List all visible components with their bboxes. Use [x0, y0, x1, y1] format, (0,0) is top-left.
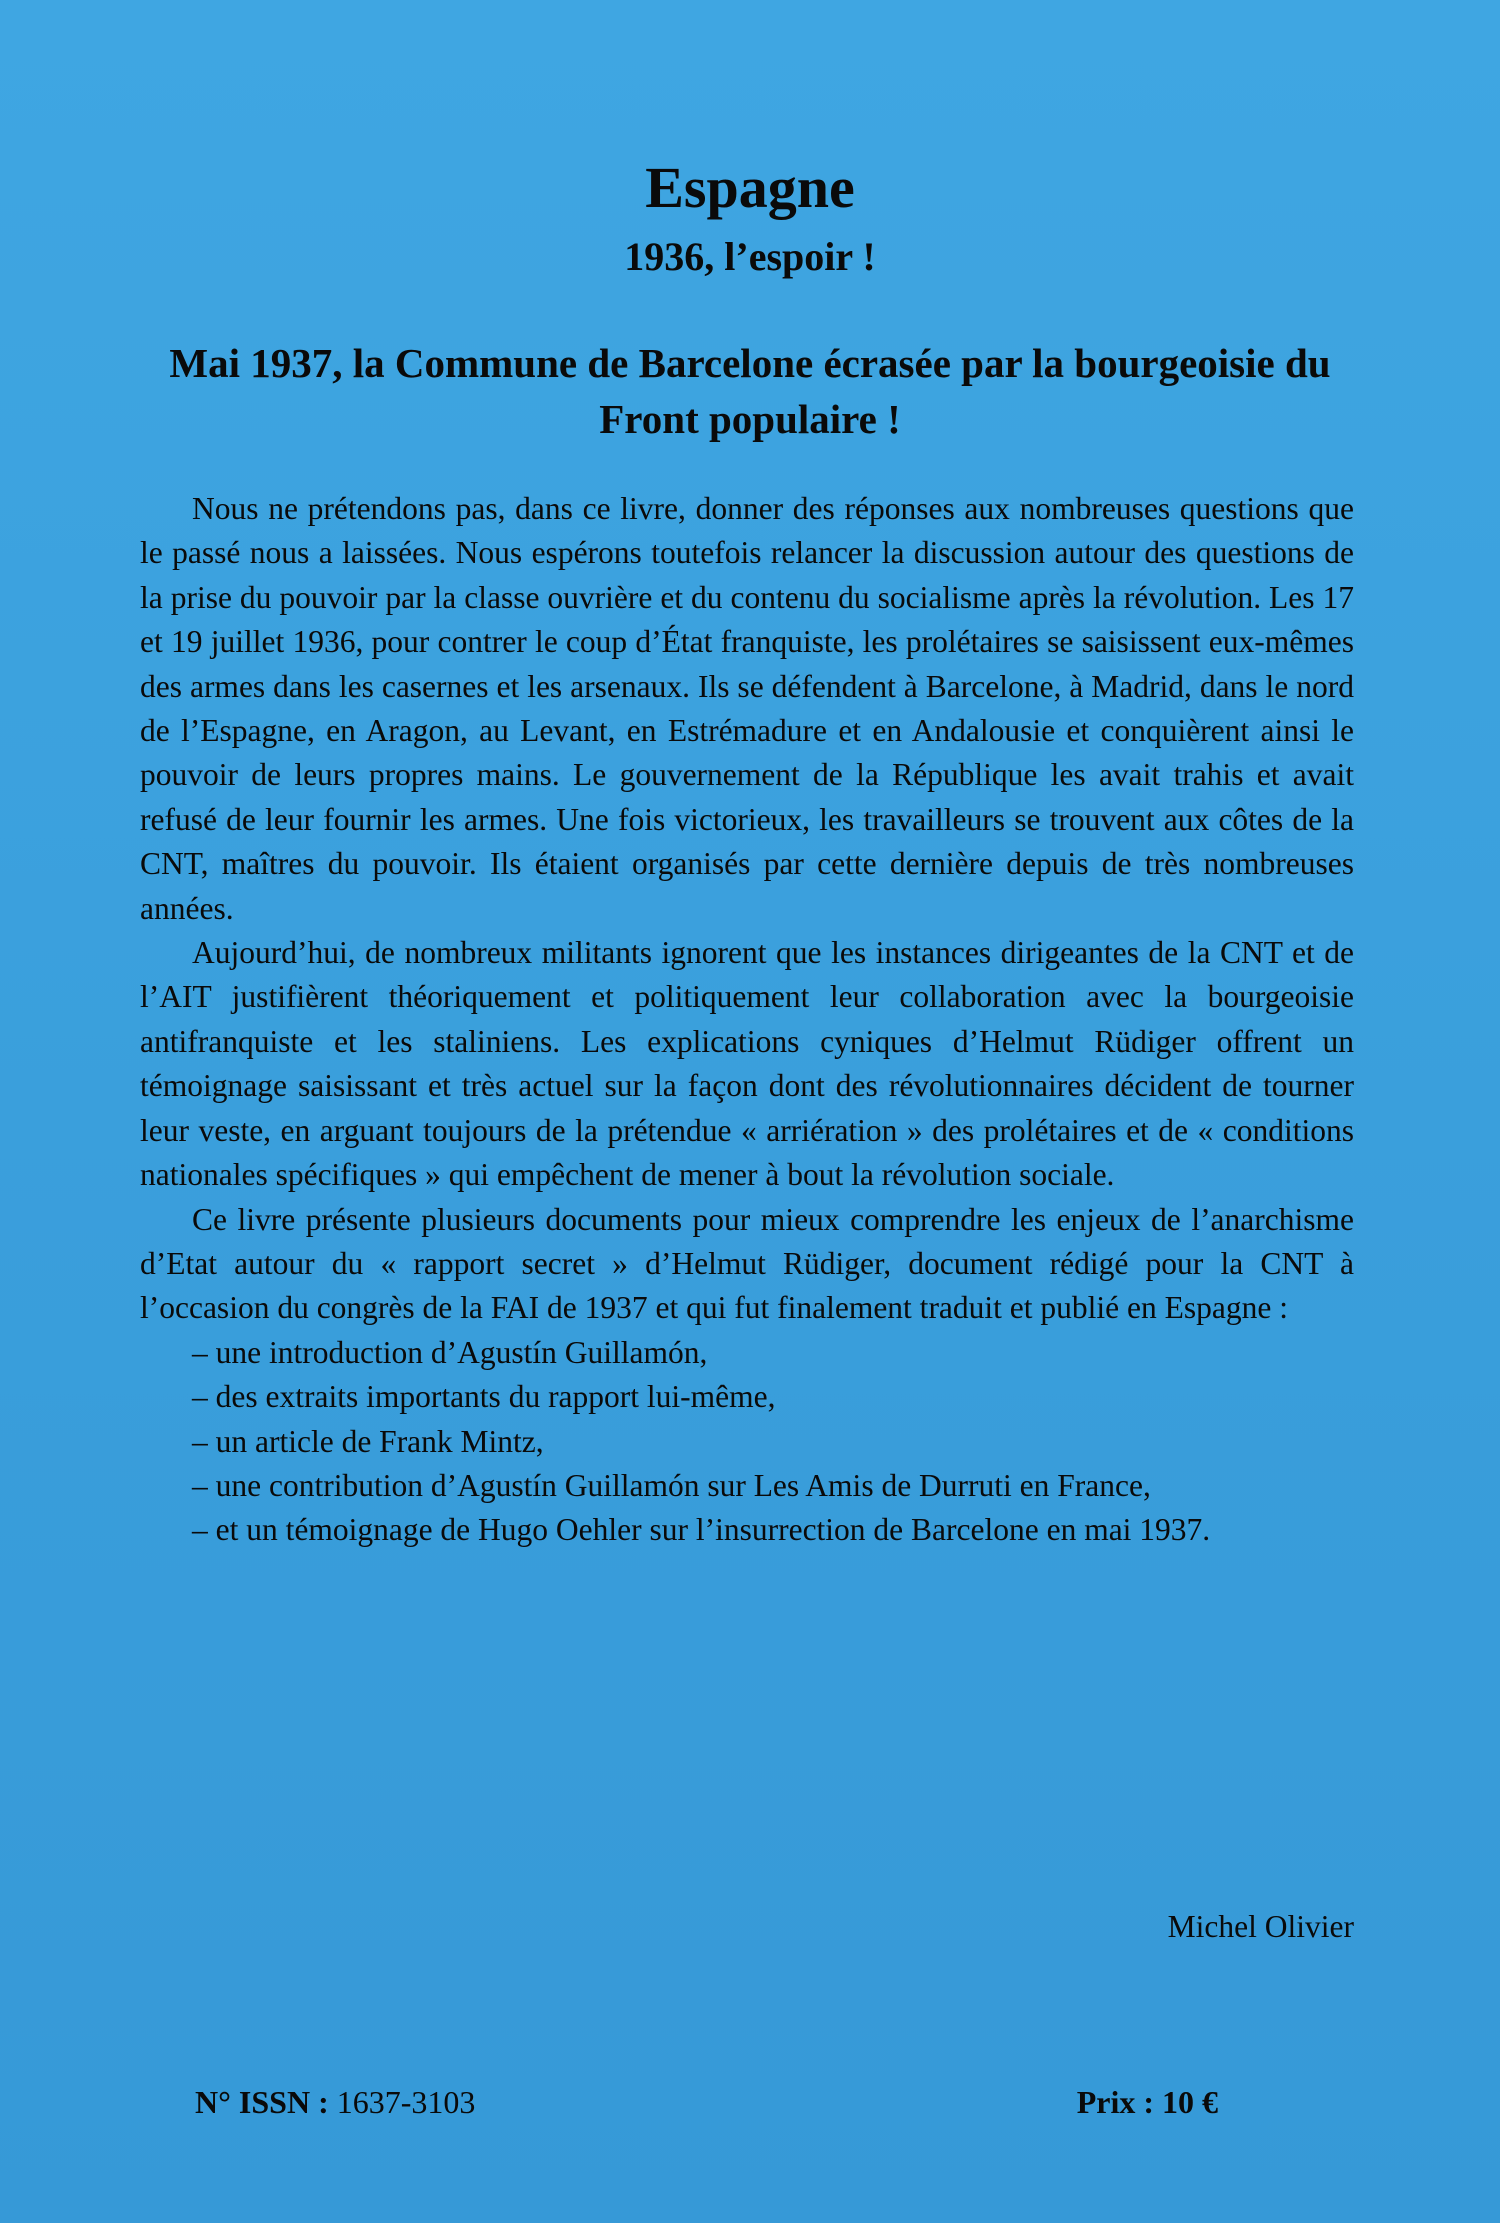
blurb-paragraph: Nous ne prétendons pas, dans ce livre, donner des réponses aux nombreuses questions que le passé nous a laissées. Nous espérons toutefois relancer la discussion autour des questions de la prise du pouvoir par la classe ouvrière et du contenu du socialisme après la révolution. Les 17 et 19 juillet 1936, pour contrer le coup d’État franquiste, les prolétaires se saisissent eux-mêmes des armes dans les casernes et les arsenaux. Ils se défendent à Barcelone, à Madrid, dans le nord de l’Espagne, en Aragon, au Levant, en Estrémadure et en Andalousie et conquièrent ainsi le pouvoir de leurs propres mains. Le gouvernement de la République les avait trahis et avait refusé de leur fournir les armes. Une fois victorieux, les travailleurs se trouvent aux côtes de la CNT, maîtres du pouvoir. Ils étaient organisés par cette dernière depuis de très nombreuses années. — [140, 491, 1354, 926]
contents-list-item: – une introduction d’Agustín Guillamón, — [192, 1334, 708, 1370]
contents-list-item: – une contribution d’Agustín Guillamón sur Les Amis de Durruti en France, — [192, 1467, 1151, 1503]
book-subtitle: 1936, l’espoir ! — [624, 234, 876, 279]
price-line — [1077, 2080, 1218, 2124]
issn-label: N° ISSN : — [195, 2084, 329, 2120]
contents-list — [140, 1331, 1354, 1553]
issn-line — [195, 2080, 475, 2124]
book-title: Espagne — [645, 155, 855, 220]
blurb-paragraph: Aujourd’hui, de nombreux militants ignorent que les instances dirigeantes de la CNT et de l’AIT justifièrent théoriquement et politiquement leur collaboration avec la bourgeoisie antifranquiste et les staliniens. Les explications cyniques d’Helmut Rüdiger offrent un témoignage saisissant et très actuel sur la façon dont des révolutionnaires décident de tourner leur veste, en arguant toujours de la prétendue « arriération » des prolétaires et de « conditions nationales spécifiques » qui empêchent de mener à bout la révolution sociale. — [140, 935, 1354, 1193]
book-headline: Mai 1937, la Commune de Barcelone écrasée par la bourgeoisie du Front populaire ! — [169, 340, 1331, 442]
contents-list-item: – et un témoignage de Hugo Oehler sur l’insurrection de Barcelone en mai 1937. — [192, 1512, 1211, 1548]
price-label: Prix : — [1076, 2084, 1154, 2120]
blurb-text — [140, 487, 1354, 1553]
issn-value: 1637-3103 — [336, 2084, 476, 2120]
contents-list-item: – des extraits importants du rapport lui-même, — [192, 1379, 776, 1415]
price-value: 10 € — [1162, 2084, 1218, 2120]
author-signature: Michel Olivier — [1167, 1909, 1354, 1944]
contents-list-item: – un article de Frank Mintz, — [192, 1423, 544, 1459]
blurb-paragraph: Ce livre présente plusieurs documents pour mieux comprendre les enjeux de l’anarchisme d’Etat autour du « rapport secret » d’Helmut Rüdiger, document rédigé pour la CNT à l’occasion du congrès de la FAI de 1937 et qui fut finalement traduit et publié en Espagne : — [140, 1201, 1354, 1326]
